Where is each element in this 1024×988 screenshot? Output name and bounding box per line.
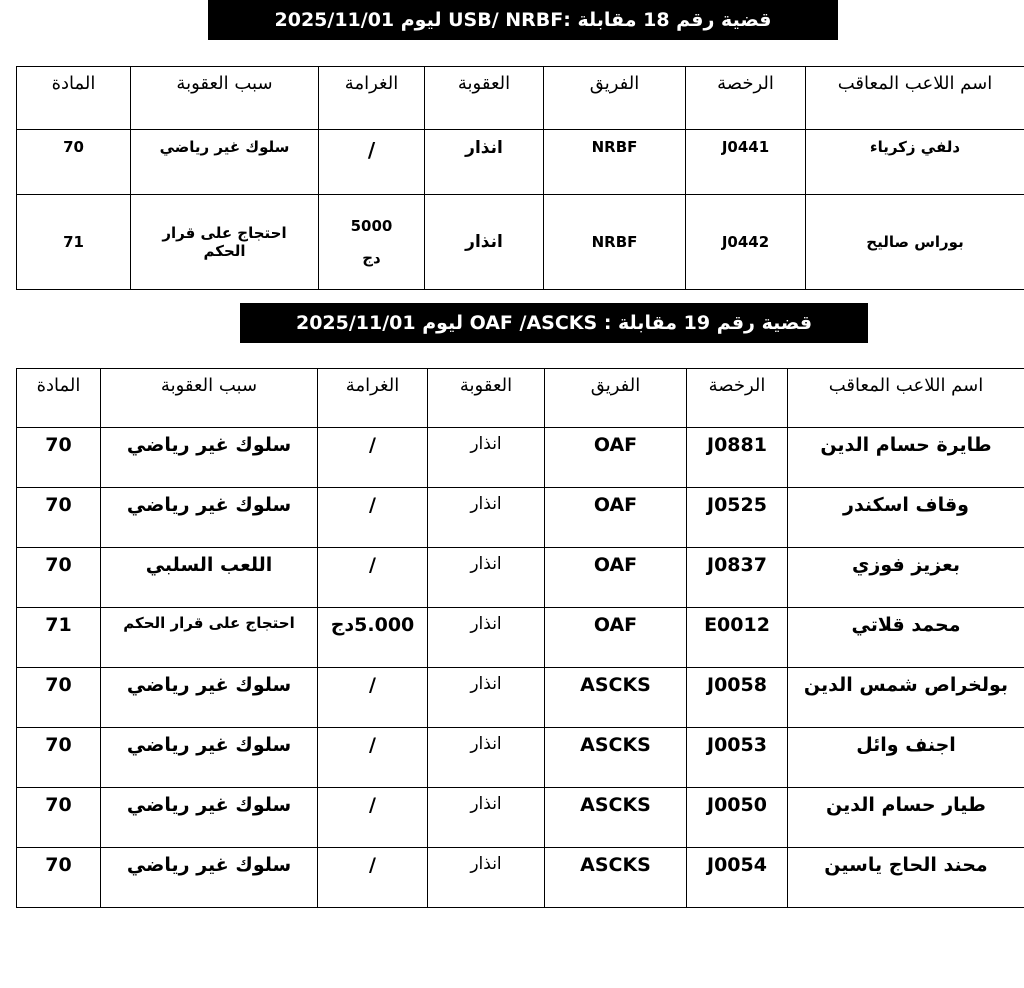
article-cell: 70 [17,488,101,548]
team-cell: NRBF [544,195,686,290]
team-cell: OAF [545,608,687,668]
fine-cell: 5000 دج [319,195,425,290]
header-fine: الغرامة [319,67,425,130]
table-row [17,848,1024,908]
fine-cell: 5.000دج [318,608,428,668]
article-cell: 70 [17,728,101,788]
case-18-title: قضية رقم 18 مقابلة :USB/ NRBF ليوم 2025/11/01 [208,0,838,40]
penalty-cell: انذار [425,130,544,195]
fine-cell: / [318,668,428,728]
reason-cell: اللعب السلبي [101,548,318,608]
header-license: الرخصة [686,67,806,130]
team-cell: ASCKS [545,728,687,788]
article-cell: 70 [17,668,101,728]
article-cell: 70 [17,428,101,488]
player-name-cell: بعزيز فوزي [788,548,1024,608]
penalty-cell: انذار [428,548,545,608]
license-cell: J0441 [686,130,806,195]
penalty-cell: انذار [428,668,545,728]
fine-cell: / [318,428,428,488]
header-team: الفريق [545,369,687,428]
reason-cell: سلوك غير رياضي [101,848,318,908]
header-penalty: العقوبة [425,67,544,130]
player-name-cell: بولخراص شمس الدين [788,668,1024,728]
fine-cell: / [318,548,428,608]
article-cell: 70 [17,788,101,848]
license-cell: J0053 [687,728,788,788]
license-cell: E0012 [687,608,788,668]
player-name-cell: بوراس صاليح [806,195,1024,290]
article-cell: 71 [17,608,101,668]
reason-cell: احتجاج على قرار الحكم [101,608,318,668]
header-player-name: اسم اللاعب المعاقب [806,67,1024,130]
header-reason: سبب العقوبة [101,369,318,428]
fine-cell: / [318,728,428,788]
penalty-cell: انذار [428,428,545,488]
player-name-cell: اجنف وائل [788,728,1024,788]
table-row [17,488,1024,548]
player-name-cell: محند الحاج ياسين [788,848,1024,908]
license-cell: J0525 [687,488,788,548]
table-row [17,548,1024,608]
table-row [17,728,1024,788]
team-cell: NRBF [544,130,686,195]
table-row [17,428,1024,488]
player-name-cell: دلفي زكرياء [806,130,1024,195]
reason-cell: سلوك غير رياضي [101,728,318,788]
license-cell: J0058 [687,668,788,728]
fine-cell: / [318,488,428,548]
article-cell: 71 [17,195,131,290]
team-cell: ASCKS [545,668,687,728]
table-row [17,130,1024,195]
fine-cell: / [318,848,428,908]
team-cell: OAF [545,428,687,488]
article-cell: 70 [17,130,131,195]
fine-cell: / [318,788,428,848]
reason-cell: سلوك غير رياضي [101,488,318,548]
table-row [17,608,1024,668]
license-cell: J0054 [687,848,788,908]
reason-cell: سلوك غير رياضي [101,428,318,488]
player-name-cell: طايرة حسام الدين [788,428,1024,488]
penalty-cell: انذار [428,488,545,548]
player-name-cell: وقاف اسكندر [788,488,1024,548]
case-19-title: قضية رقم 19 مقابلة : OAF /ASCKS ليوم 2025/11/01 [240,303,868,343]
team-cell: ASCKS [545,848,687,908]
license-cell: J0442 [686,195,806,290]
reason-cell: سلوك غير رياضي [101,788,318,848]
table-row [17,668,1024,728]
table-header-row [17,369,1024,428]
header-license: الرخصة [687,369,788,428]
player-name-cell: طيار حسام الدين [788,788,1024,848]
table-row [17,788,1024,848]
penalty-cell: انذار [428,848,545,908]
header-article: المادة [17,67,131,130]
article-cell: 70 [17,848,101,908]
header-team: الفريق [544,67,686,130]
header-reason: سبب العقوبة [131,67,319,130]
article-cell: 70 [17,548,101,608]
license-cell: J0050 [687,788,788,848]
table-header-row [17,67,1024,130]
case-18-table [16,66,1024,290]
table-row [17,195,1024,290]
reason-cell: سلوك غير رياضي [101,668,318,728]
header-player-name: اسم اللاعب المعاقب [788,369,1024,428]
license-cell: J0881 [687,428,788,488]
penalty-cell: انذار [428,788,545,848]
penalty-cell: انذار [425,195,544,290]
reason-cell: سلوك غير رياضي [131,130,319,195]
penalty-cell: انذار [428,608,545,668]
reason-cell: احتجاج على قرار الحكم [131,195,319,290]
fine-cell: / [319,130,425,195]
header-fine: الغرامة [318,369,428,428]
header-article: المادة [17,369,101,428]
player-name-cell: محمد قلاتي [788,608,1024,668]
team-cell: OAF [545,548,687,608]
penalty-cell: انذار [428,728,545,788]
team-cell: OAF [545,488,687,548]
header-penalty: العقوبة [428,369,545,428]
team-cell: ASCKS [545,788,687,848]
license-cell: J0837 [687,548,788,608]
case-19-table [16,368,1024,908]
